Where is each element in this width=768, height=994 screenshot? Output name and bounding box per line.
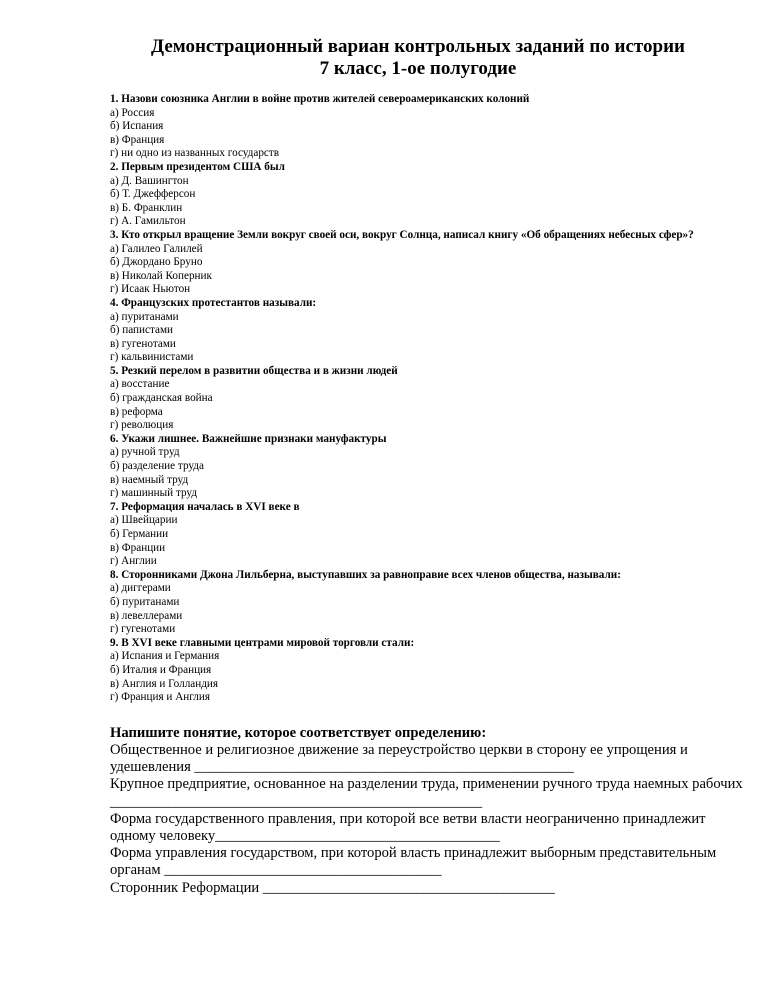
answer-option: в) Б. Франклин — [110, 201, 183, 214]
answer-option: г) машинный труд — [110, 487, 198, 500]
definition-item: Форма государственного правления, при которой все ветви власти неограниченно принадлежит одному человеку_______________________________________ — [110, 810, 706, 844]
answer-option: а) Испания и Германия — [110, 650, 220, 663]
definition-item: Сторонник Реформации ________________________________________ — [110, 879, 555, 896]
answer-option: в) гугенотами — [110, 337, 176, 350]
question-8 — [110, 569, 710, 637]
answer-option: б) папистами — [110, 324, 174, 337]
answer-option: б) пуританами — [110, 595, 180, 608]
answer-option: г) Англии — [110, 555, 157, 568]
question-3 — [110, 229, 710, 297]
answer-option: г) Франция и Англия — [110, 691, 210, 704]
answer-option: г) кальвинистами — [110, 351, 194, 364]
answer-option: в) Николай Коперник — [110, 269, 212, 282]
question-text: 3. Кто открыл вращение Земли вокруг своей оси, вокруг Солнца, написал книгу «Об обращениях небесных сфер»? — [110, 228, 694, 241]
question-5 — [110, 365, 710, 433]
answer-option: б) Т. Джефферсон — [110, 188, 196, 201]
document-page — [110, 36, 743, 897]
question-6 — [110, 433, 710, 501]
question-list — [110, 93, 710, 705]
answer-option: г) гугенотами — [110, 623, 176, 636]
answer-option: а) восстание — [110, 378, 170, 391]
question-text: 8. Сторонниками Джона Лильберна, выступавших за равноправие всех членов общества, называли: — [110, 568, 621, 581]
question-9 — [110, 637, 710, 705]
answer-option: б) Германии — [110, 528, 169, 540]
question-text: 6. Укажи лишнее. Важнейшие признаки мануфактуры — [110, 432, 387, 445]
answer-option: б) Джордано Бруно — [110, 256, 203, 269]
definitions-section — [110, 724, 743, 897]
question-4 — [110, 297, 710, 365]
answer-option: б) разделение труда — [110, 460, 204, 473]
answer-option: а) Галилео Галилей — [110, 242, 203, 255]
answer-option: г) А. Гамильтон — [110, 215, 186, 228]
definition-item: Форма управления государством, при которой власть принадлежит выборным представительным органам ______________________________________ — [110, 845, 717, 879]
question-1 — [110, 93, 710, 161]
answer-option: г) Исаак Ньютон — [110, 283, 191, 296]
answer-option: а) Д. Вашингтон — [110, 174, 189, 187]
title-line-1: Демонстрационный вариан контрольных заданий по истории — [151, 36, 685, 57]
question-text: 5. Резкий перелом в развитии общества и в жизни людей — [110, 364, 398, 377]
answer-option: а) Россия — [110, 106, 155, 119]
answer-option: г) революция — [110, 419, 174, 432]
definition-item: Общественное и религиозное движение за переустройство церкви в сторону ее упрощения и удешевления ____________________________________________________ — [110, 741, 688, 776]
definition-item: Крупное предприятие, основанное на разделении труда, применении ручного труда наемных рабочих ___________________________________________________ — [110, 776, 743, 810]
question-text: 2. Первым президентом США был — [110, 160, 285, 173]
answer-option: б) Испания — [110, 120, 164, 133]
answer-option: в) Франция — [110, 133, 165, 146]
document-title — [108, 36, 728, 80]
question-text: 4. Французских протестантов называли: — [110, 296, 317, 309]
answer-option: б) гражданская война — [110, 392, 213, 405]
answer-option: в) левеллерами — [110, 609, 183, 622]
answer-option: в) Франции — [110, 541, 166, 554]
answer-option: а) диггерами — [110, 582, 171, 595]
question-text: 9. В XVI веке главными центрами мировой торговли стали: — [110, 636, 415, 649]
question-7 — [110, 501, 710, 569]
answer-option: а) пуританами — [110, 310, 179, 323]
answer-option: в) наемный труд — [110, 473, 189, 486]
answer-option: а) ручной труд — [110, 446, 180, 459]
question-text: 7. Реформация началась в XVI веке в — [110, 500, 300, 513]
title-line-2: 7 класс, 1-ое полугодие — [319, 58, 517, 79]
answer-option: а) Швейцарии — [110, 514, 178, 527]
section-title: Напишите понятие, которое соответствует определению: — [110, 724, 487, 741]
answer-option: в) Англия и Голландия — [110, 677, 219, 690]
answer-option: б) Италия и Франция — [110, 663, 212, 676]
question-2 — [110, 161, 710, 229]
question-text: 1. Назови союзника Англии в войне против жителей североамериканских колоний — [110, 93, 530, 105]
answer-option: в) реформа — [110, 405, 163, 418]
answer-option: г) ни одно из названных государств — [110, 147, 280, 160]
